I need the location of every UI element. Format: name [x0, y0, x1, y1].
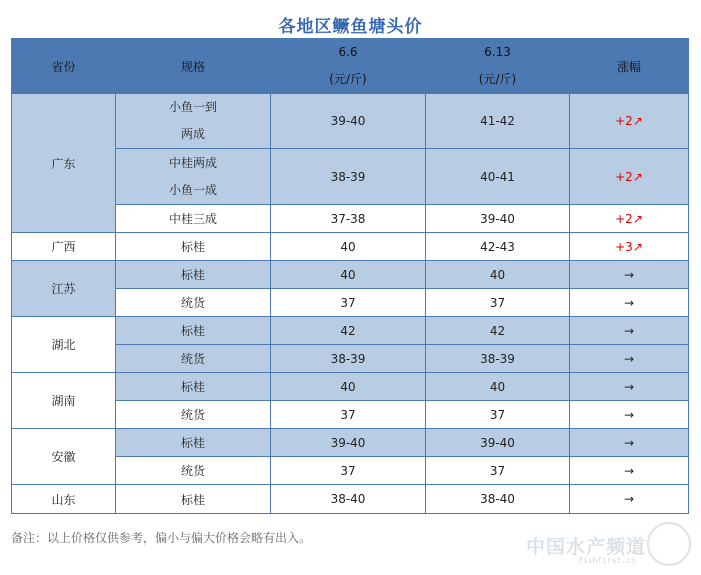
change-cell: →: [570, 345, 689, 373]
header-spec: 规格: [116, 39, 271, 94]
spec-cell: [116, 149, 271, 205]
spec-cell: 统货: [116, 401, 271, 429]
province-cell-guangxi: 广西: [12, 233, 116, 261]
price-table: [11, 38, 689, 514]
footnote: 备注：以上价格仅供参考，偏小与偏大价格会略有出入。: [11, 531, 312, 545]
spec-cell: 统货: [116, 345, 271, 373]
price-cell-date2: 42-43: [426, 233, 570, 261]
change-cell: +2↗: [570, 149, 689, 205]
spec-line: 小鱼一成: [168, 182, 217, 197]
change-cell: →: [570, 485, 689, 514]
price-cell-date1: 37: [271, 289, 426, 317]
price-cell-date1: 37: [271, 457, 426, 485]
province-cell-guangdong: 广东: [12, 94, 116, 233]
price-cell-date1: 40: [271, 373, 426, 401]
spec-cell: [116, 94, 271, 149]
price-cell-date1: 39-40: [271, 94, 426, 149]
price-cell-date2: 40: [426, 373, 570, 401]
price-cell-date2: 37: [426, 289, 570, 317]
table-row: [12, 261, 689, 289]
change-cell: →: [570, 317, 689, 345]
price-cell-date2: 38-39: [426, 345, 570, 373]
change-cell: +2↗: [570, 205, 689, 233]
price-cell-date1: 38-39: [271, 149, 426, 205]
price-cell-date2: 39-40: [426, 429, 570, 457]
spec-cell: 标桂: [116, 429, 271, 457]
price-cell-date2: 42: [426, 317, 570, 345]
watermark-text: 中国水产频道: [526, 536, 647, 558]
price-cell-date2: 38-40: [426, 485, 570, 514]
table-row: [12, 429, 689, 457]
table-row: [12, 485, 689, 514]
header-date1-label: 6.6: [338, 45, 358, 59]
price-cell-date2: 37: [426, 457, 570, 485]
spec-cell: 标桂: [116, 233, 271, 261]
globe-icon: [647, 522, 691, 566]
spec-cell: 标桂: [116, 373, 271, 401]
spec-cell: 标桂: [116, 261, 271, 289]
price-cell-date1: 40: [271, 261, 426, 289]
spec-line: 小鱼一到: [168, 100, 217, 114]
price-cell-date2: 37: [426, 401, 570, 429]
header-date1: [271, 39, 426, 94]
change-cell: →: [570, 457, 689, 485]
change-cell: →: [570, 401, 689, 429]
price-cell-date2: 41-42: [426, 94, 570, 149]
province-cell-jiangsu: 江苏: [12, 261, 116, 317]
spec-cell: 标桂: [116, 317, 271, 345]
price-cell-date1: 39-40: [271, 429, 426, 457]
page-title: 各地区鳜鱼塘头价: [278, 17, 423, 37]
header-change: 涨幅: [570, 39, 689, 94]
change-cell: +2↗: [570, 94, 689, 149]
province-cell-hubei: 湖北: [12, 317, 116, 373]
header-date1-unit: (元/斤): [329, 72, 367, 86]
table-row: [12, 317, 689, 345]
change-cell: →: [570, 261, 689, 289]
change-cell: +3↗: [570, 233, 689, 261]
price-cell-date2: 39-40: [426, 205, 570, 233]
header-province: 省份: [12, 39, 116, 94]
price-cell-date1: 38-39: [271, 345, 426, 373]
spec-cell: 标桂: [116, 485, 271, 514]
price-cell-date1: 37: [271, 401, 426, 429]
header-date2-unit: (元/斤): [478, 72, 517, 86]
change-cell: →: [570, 429, 689, 457]
province-cell-hunan: 湖南: [12, 373, 116, 429]
price-cell-date2: 40-41: [426, 149, 570, 205]
price-cell-date1: 42: [271, 317, 426, 345]
change-cell: →: [570, 289, 689, 317]
change-cell: →: [570, 373, 689, 401]
table-header-row: [12, 39, 689, 94]
spec-cell: 中桂三成: [116, 205, 271, 233]
table-row: [12, 373, 689, 401]
table-row: [12, 94, 689, 149]
header-date2: [426, 39, 570, 94]
spec-line: 中桂两成: [168, 155, 217, 170]
price-cell-date1: 40: [271, 233, 426, 261]
price-cell-date2: 40: [426, 261, 570, 289]
price-cell-date1: 37-38: [271, 205, 426, 233]
header-date2-label: 6.13: [484, 45, 511, 59]
province-cell-shandong: 山东: [12, 485, 116, 514]
table-row: [12, 233, 689, 261]
spec-line: 两成: [180, 127, 205, 141]
watermark-url: fishfirst.cn: [578, 556, 636, 565]
watermark-logo: [520, 520, 695, 568]
province-cell-anhui: 安徽: [12, 429, 116, 485]
spec-cell: 统货: [116, 289, 271, 317]
price-cell-date1: 38-40: [271, 485, 426, 514]
spec-cell: 统货: [116, 457, 271, 485]
